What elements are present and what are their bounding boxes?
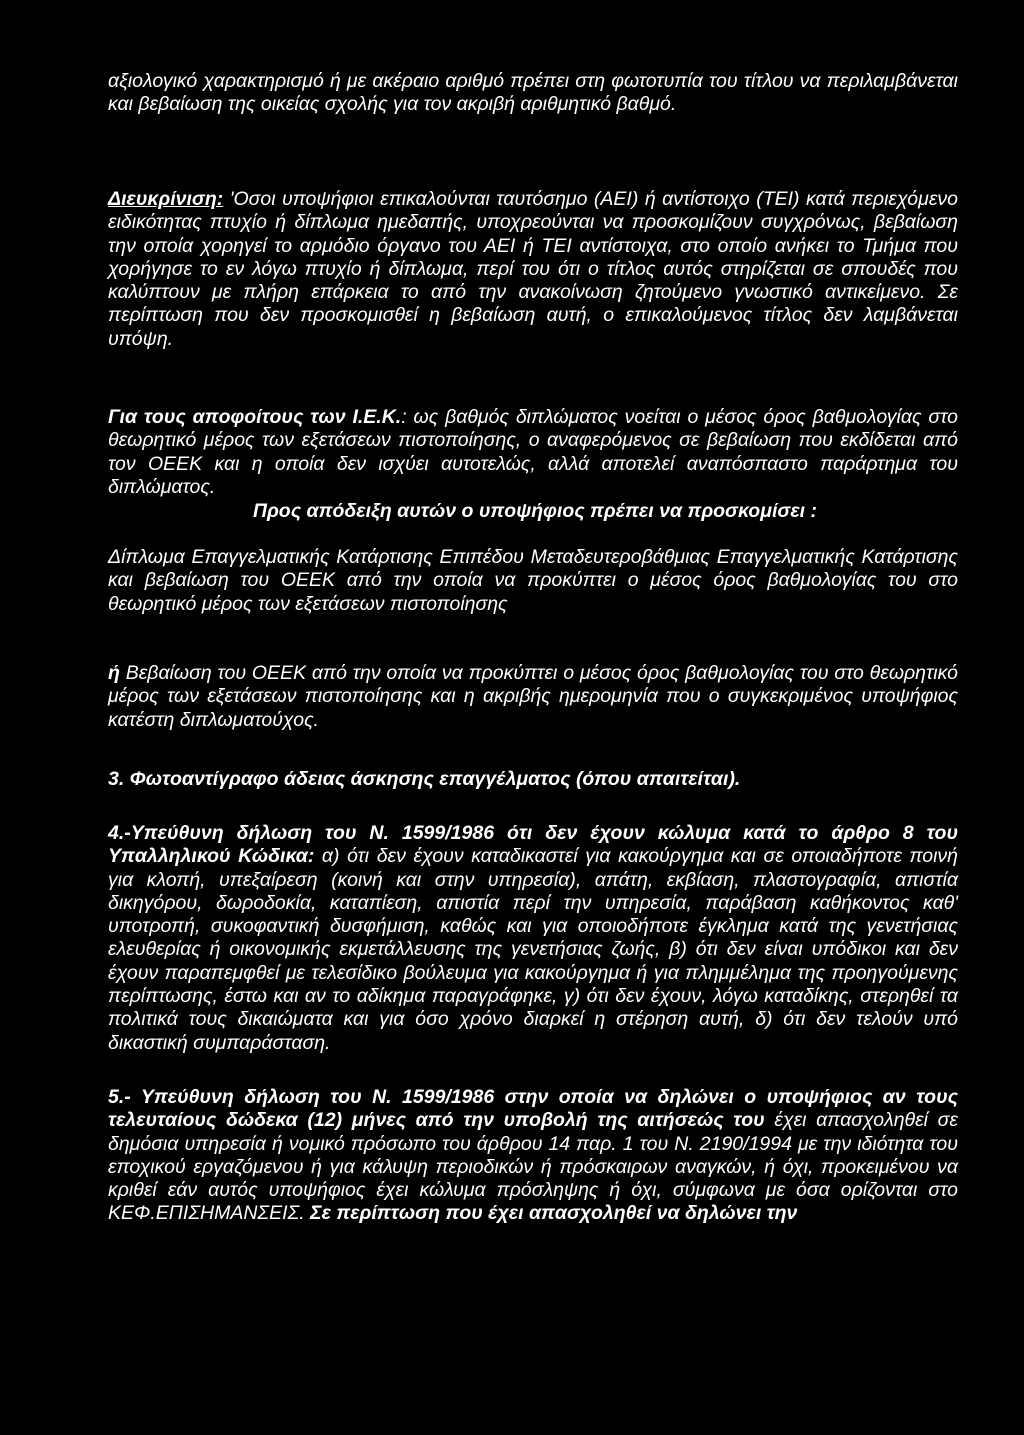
paragraph-or-certificate xyxy=(108,662,958,732)
item-4-declaration xyxy=(108,822,958,1055)
iek-text: : ως βαθμός διπλώματος νοείται ο μέσος όρος βαθμολογίας στο θεωρητικό μέρος των εξετάσεων πιστοποίησης, ο αναφερόμενος σε βεβαίωση που εκδίδεται από τον ΟΕΕΚ και η οποία δεν ισχύει αυτοτελώς, αλλά αποτελεί αναπόσπαστο παράρτημα του διπλώματος. xyxy=(108,406,959,498)
item-5-declaration xyxy=(108,1086,958,1226)
iek-label: Για τους αποφοίτους των Ι.Ε.Κ. xyxy=(108,406,402,428)
clarification-label: Διευκρίνιση: xyxy=(108,188,224,210)
item-5-label: 5.- Υπεύθυνη δήλωση του Ν. 1599/1986 στην οποία να δηλώνει ο υποψήφιος αν τους τελευταίους δώδεκα (12) μήνες από την υποβολή της αιτήσεώς του xyxy=(108,1086,958,1132)
paragraph-diploma: Δίπλωμα Επαγγελματικής Κατάρτισης Επιπέδου Μεταδευτεροβάθμιας Επαγγελματικής Κατάρτισης και βεβαίωση του ΟΕΕΚ από την οποία να προκύπτει ο μέσος όρος βαθμολογίας του στο θεωρητικό μέρος των εξετάσεων πιστοποίησης xyxy=(108,546,958,615)
or-label: ή xyxy=(108,662,120,684)
proof-heading: Προς απόδειξη αυτών ο υποψήφιος πρέπει να προσκομίσει : xyxy=(253,500,817,522)
paragraph-clarification xyxy=(108,188,958,351)
item-5-text: έχει απασχοληθεί σε δημόσια υπηρεσία ή νομικό πρόσωπο του άρθρου 14 παρ. 1 του Ν. 2190/1994 με την ιδιότητα του εποχικού εργαζόμενου ή για κάλυψη περιοδικών ή πρόσκαιρων αναγκών, ή όχι, προκειμένου να κριθεί εάν αυτός υποψήφιος έχει κώλυμα πρόσληψης ή όχι, σύμφωνα με όσα ορίζονται στο ΚΕΦ. xyxy=(108,1109,958,1225)
item-4-text: α) ότι δεν έχουν καταδικαστεί για κακούργημα και σε οποιαδήποτε ποινή για κλοπή, υπεξαίρεση (κοινή και στην υπηρεσία), απάτη, εκβίαση, πλαστογραφία, απιστία δικηγόρου, δωροδοκία, καταπίεση, απιστία περί την υπηρεσία, παράβαση καθήκοντος καθ' υποτροπή, συκοφαντική δυσφήμιση, καθώς και για οποιοδήποτε έγκλημα κατά της γενετήσιας ελευθερίας ή οικονομικής εκμετάλλευσης της γενετήσιας ζωής, β) ότι δεν είναι υπόδικοι και δεν έχουν παραπεμφθεί με τελεσίδικο βούλευμα για κακούργημα ή για πλημμέλημα της προηγούμενης περίπτωσης, έστω και αν το αδίκημα παραγράφηκε, γ) ότι δεν έχουν, λόγω καταδίκης, στερηθεί τα πολιτικά τους δικαιώματα και για όσο χρόνο διαρκεί η στέρηση αυτή, δ) ότι δεν τελούν υπό δικαστική συμπαράσταση. xyxy=(108,845,958,1054)
or-text: Βεβαίωση του ΟΕΕΚ από την οποία να προκύπτει ο μέσος όρος βαθμολογίας του στο θεωρητικό μέρος των εξετάσεων πιστοποίησης και η ακριβής ημερομηνία που ο συγκεκριμένος υποψήφιος κατέστη διπλωματούχος. xyxy=(108,662,958,731)
clarification-text: 'Οσοι υποψήφιοι επικαλούνται ταυτόσημο (ΑΕΙ) ή αντίστοιχο (ΤΕΙ) κατά περιεχόμενο ειδικότητας πτυχίο ή δίπλωμα ημεδαπής, υποχρεούνται να προσκομίζουν συγχρόνως, βεβαίωση την οποία χορηγεί το αρμόδιο όργανο του ΑΕΙ ή ΤΕΙ αντίστοιχα, στο οποίο ανήκει το Τμήμα που χορήγησε το εν λόγω πτυχίο ή δίπλωμα, περί του ότι ο τίτλος αυτός στηρίζεται σε σπουδές που καλύπτουν με πλήρη επάρκεια το από την ανακοίνωση ζητούμενο γνωστικό αντικείμενο. Σε περίπτωση που δεν προσκομισθεί η βεβαίωση αυτή, ο επικαλούμενος τίτλος δεν λαμβάνεται υπόψη. xyxy=(108,188,958,350)
item-5-note-text: Σε περίπτωση που έχει απασχοληθεί να δηλώνει την xyxy=(304,1202,798,1225)
item-5-note-label: ΕΠΙΣΗΜΑΝΣΕΙΣ. xyxy=(155,1202,305,1225)
paragraph-grade-certificate: αξιολογικό χαρακτηρισμό ή με ακέραιο αριθμό πρέπει στη φωτοτυπία του τίτλου να περιλαμβάνεται και βεβαίωση της οικείας σχολής για τον ακριβή αριθμητικό βαθμό. xyxy=(108,70,958,116)
item-3-license: 3. Φωτοαντίγραφο άδειας άσκησης επαγγέλματος (όπου απαιτείται). xyxy=(108,768,741,790)
item-4-label: 4.-Υπεύθυνη δήλωση του Ν. 1599/1986 ότι δεν έχουν κώλυμα κατά το άρθρο 8 του Υπαλληλικού Κώδικα: xyxy=(108,822,958,868)
paragraph-iek-graduates xyxy=(108,406,958,499)
